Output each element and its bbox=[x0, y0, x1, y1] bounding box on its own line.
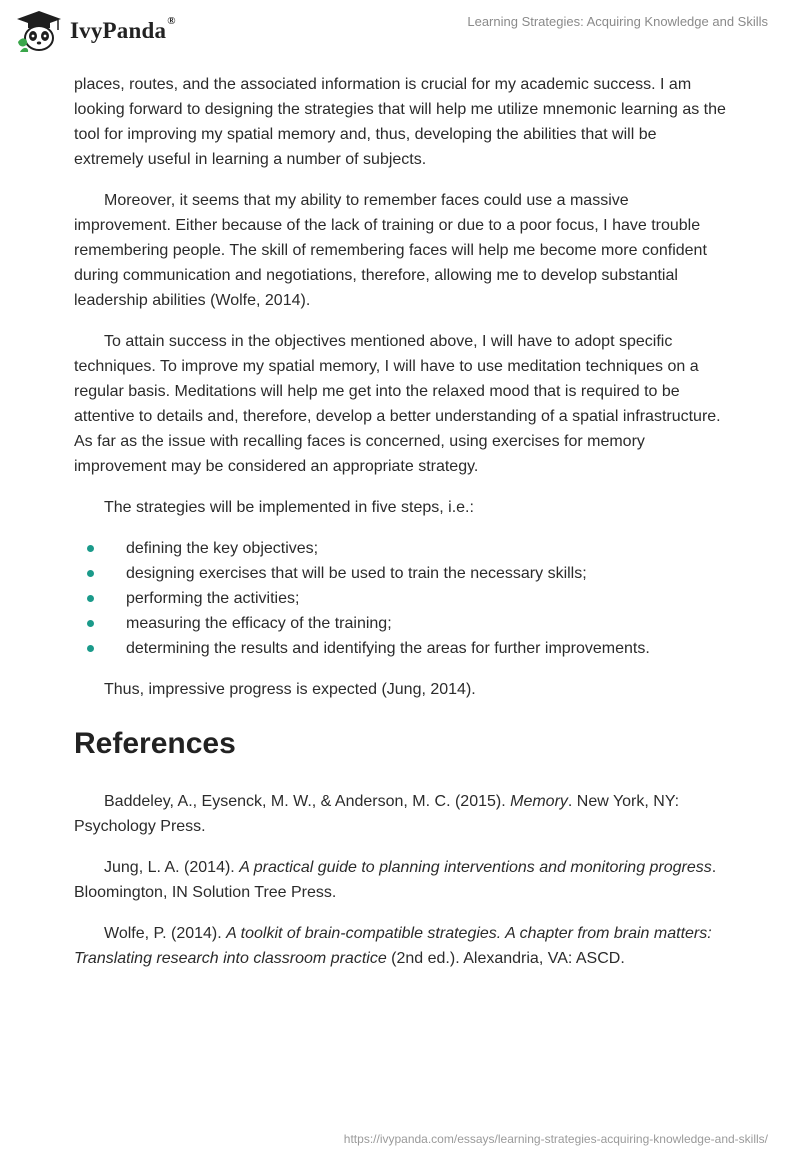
reference-item: Baddeley, A., Eysenck, M. W., & Anderson, M. C. (2015). Memory. New York, NY: Psychology Press. bbox=[74, 793, 680, 835]
bullet-icon bbox=[87, 545, 94, 552]
paragraph: Moreover, it seems that my ability to remember faces could use a massive improvement. Either because of the lack of training or due to a poor focus, I have trouble remembering people. The skill of remembering faces will help me become more confident during communication and negotiations, therefore, allowing me to develop substantial leadership abilities (Wolfe, 2014). bbox=[74, 192, 707, 309]
source-url[interactable]: https://ivypanda.com/essays/learning-strategies-acquiring-knowledge-and-skills/ bbox=[343, 1132, 768, 1146]
document-title: Learning Strategies: Acquiring Knowledge and Skills bbox=[467, 14, 768, 29]
closing-paragraph: Thus, impressive progress is expected (Jung, 2014). bbox=[104, 681, 476, 698]
list-item: designing exercises that will be used to train the necessary skills; bbox=[74, 561, 726, 586]
reference-item: Jung, L. A. (2014). A practical guide to planning interventions and monitoring progress. Bloomington, IN Solution Tree Press. bbox=[74, 859, 717, 901]
bullet-icon bbox=[87, 570, 94, 577]
steps-list bbox=[74, 536, 726, 661]
paragraph: The strategies will be implemented in five steps, i.e.: bbox=[104, 499, 474, 516]
list-item: determining the results and identifying the areas for further improvements. bbox=[74, 636, 726, 661]
references-list bbox=[74, 789, 726, 971]
essay-content bbox=[74, 72, 726, 987]
page-header bbox=[0, 0, 800, 70]
panda-graduate-icon bbox=[14, 8, 64, 54]
references-heading: References bbox=[74, 727, 236, 760]
list-item: measuring the efficacy of the training; bbox=[74, 611, 726, 636]
list-item: defining the key objectives; bbox=[74, 536, 726, 561]
paragraph: places, routes, and the associated information is crucial for my academic success. I am looking forward to designing the strategies that will help me utilize mnemonic learning as the tool for improving my spatial memory and, thus, developing the abilities that will be extremely useful in learning a number of subjects. bbox=[74, 76, 726, 168]
brand-name: IvyPanda® bbox=[70, 15, 176, 43]
bullet-icon bbox=[87, 620, 94, 627]
reference-item: Wolfe, P. (2014). A toolkit of brain-compatible strategies. A chapter from brain matters: Translating research into classroom practice (2nd ed.). Alexandria, VA: ASCD. bbox=[74, 925, 712, 967]
paragraph: To attain success in the objectives mentioned above, I will have to adopt specific techniques. To improve my spatial memory, I will have to use meditation techniques on a regular basis. Meditations will help me get into the relaxed mood that is required to be attentive to details and, therefore, develop a better understanding of a spatial infrastructure. As far as the issue with recalling faces is concerned, using exercises for memory improvement may be considered an appropriate strategy. bbox=[74, 333, 721, 475]
ivypanda-logo[interactable] bbox=[14, 8, 176, 54]
bullet-icon bbox=[87, 595, 94, 602]
list-item: performing the activities; bbox=[74, 586, 726, 611]
bullet-icon bbox=[87, 645, 94, 652]
